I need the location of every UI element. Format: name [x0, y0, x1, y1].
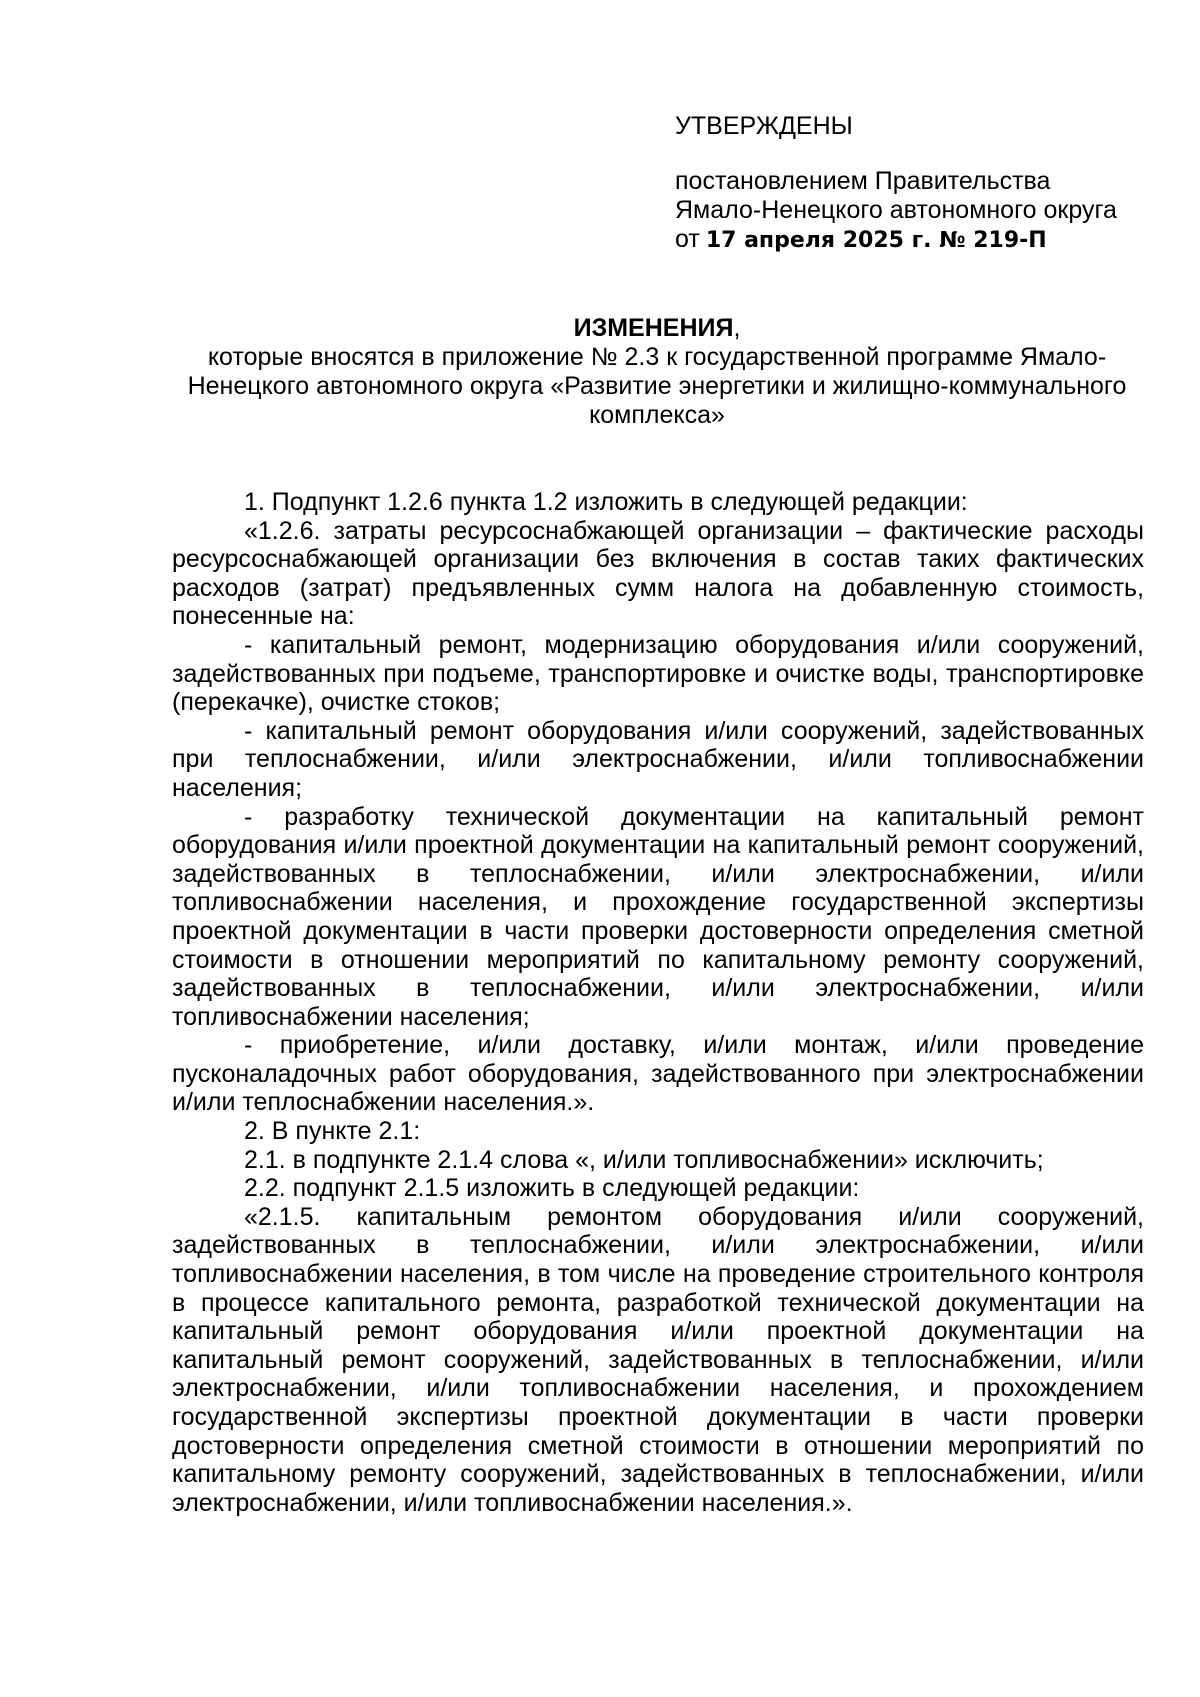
approval-block	[675, 112, 1155, 255]
paragraph: 2. В пункте 2.1:	[244, 1117, 421, 1146]
title-subtitle: которые вносятся в приложение № 2.3 к государственной программе Ямало-Ненецкого автономного округа «Развитие энергетики и жилищно-коммунального комплекса»	[187, 343, 1127, 429]
paragraph: «2.1.5. капитальным ремонтом оборудования и/или сооружений, задействованных в теплоснабжении, и/или электроснабжении, и/или топливоснабжении населения, в том числе на проведение строительного контроля в процессе капитального ремонта, разработкой технической документации на капитальный ремонт оборудования и/или проектной документации на капитальный ремонт сооружений, задействованных в теплоснабжении, и/или электроснабжении, и/или топливоснабжении населения, и прохождением государственной экспертизы проектной документации в части проверки достоверности определения сметной стоимости в отношении мероприятий по капитальному ремонту сооружений, задействованных в теплоснабжении, и/или электроснабжении, и/или топливоснабжении населения.».	[172, 1202, 1144, 1517]
approval-line-2: Ямало-Ненецкого автономного округа	[675, 196, 1117, 224]
document-body	[172, 488, 1144, 1517]
paragraph: 2.2. подпункт 2.1.5 изложить в следующей редакции:	[244, 1174, 860, 1203]
title-heading-line	[172, 314, 1142, 343]
paragraph: - приобретение, и/или доставку, и/или монтаж, и/или проведение пусконаладочных работ оборудования, задействованного при электроснабжении и/или теплоснабжении населения.».	[172, 1031, 1144, 1117]
paragraph: 1. Подпункт 1.2.6 пункта 1.2 изложить в следующей редакции:	[244, 488, 968, 516]
document-title	[172, 314, 1142, 430]
paragraph: «1.2.6. затраты ресурсоснабжающей организации – фактические расходы ресурсоснабжающей организации без включения в состав таких фактических расходов (затрат) предъявленных сумм налога на добавленную стоимость, понесенные на:	[172, 516, 1144, 631]
title-heading-suffix: ,	[733, 314, 741, 342]
approval-date-number: 17 апреля 2025 г. № 219-П	[705, 228, 1047, 253]
title-heading: ИЗМЕНЕНИЯ	[573, 314, 734, 342]
paragraph: 2.1. в подпункте 2.1.4 слова «, и/или топливоснабжении» исключить;	[244, 1145, 1044, 1174]
approval-date-prefix: от	[675, 225, 700, 253]
paragraph: - капитальный ремонт, модернизацию оборудования и/или сооружений, задействованных при подъеме, транспортировке и очистке воды, транспортировке (перекачке), очистке стоков;	[172, 630, 1144, 717]
paragraph: - разработку технической документации на капитальный ремонт оборудования и/или проектной документации на капитальный ремонт сооружений, задействованных в теплоснабжении, и/или электроснабжении, и/или топливоснабжении населения, и прохождение государственной экспертизы проектной документации в части проверки достоверности определения сметной стоимости в отношении мероприятий по капитальному ремонту сооружений, задействованных в теплоснабжении, и/или электроснабжении, и/или топливоснабжении населения;	[172, 802, 1144, 1031]
approval-date-line	[675, 225, 1155, 255]
paragraph: - капитальный ремонт оборудования и/или сооружений, задействованных при теплоснабжении, и/или электроснабжении, и/или топливоснабжении населения;	[172, 716, 1144, 802]
approval-stamp: УТВЕРЖДЕНЫ	[675, 112, 853, 140]
approval-line-1: постановлением Правительства	[675, 167, 1051, 195]
